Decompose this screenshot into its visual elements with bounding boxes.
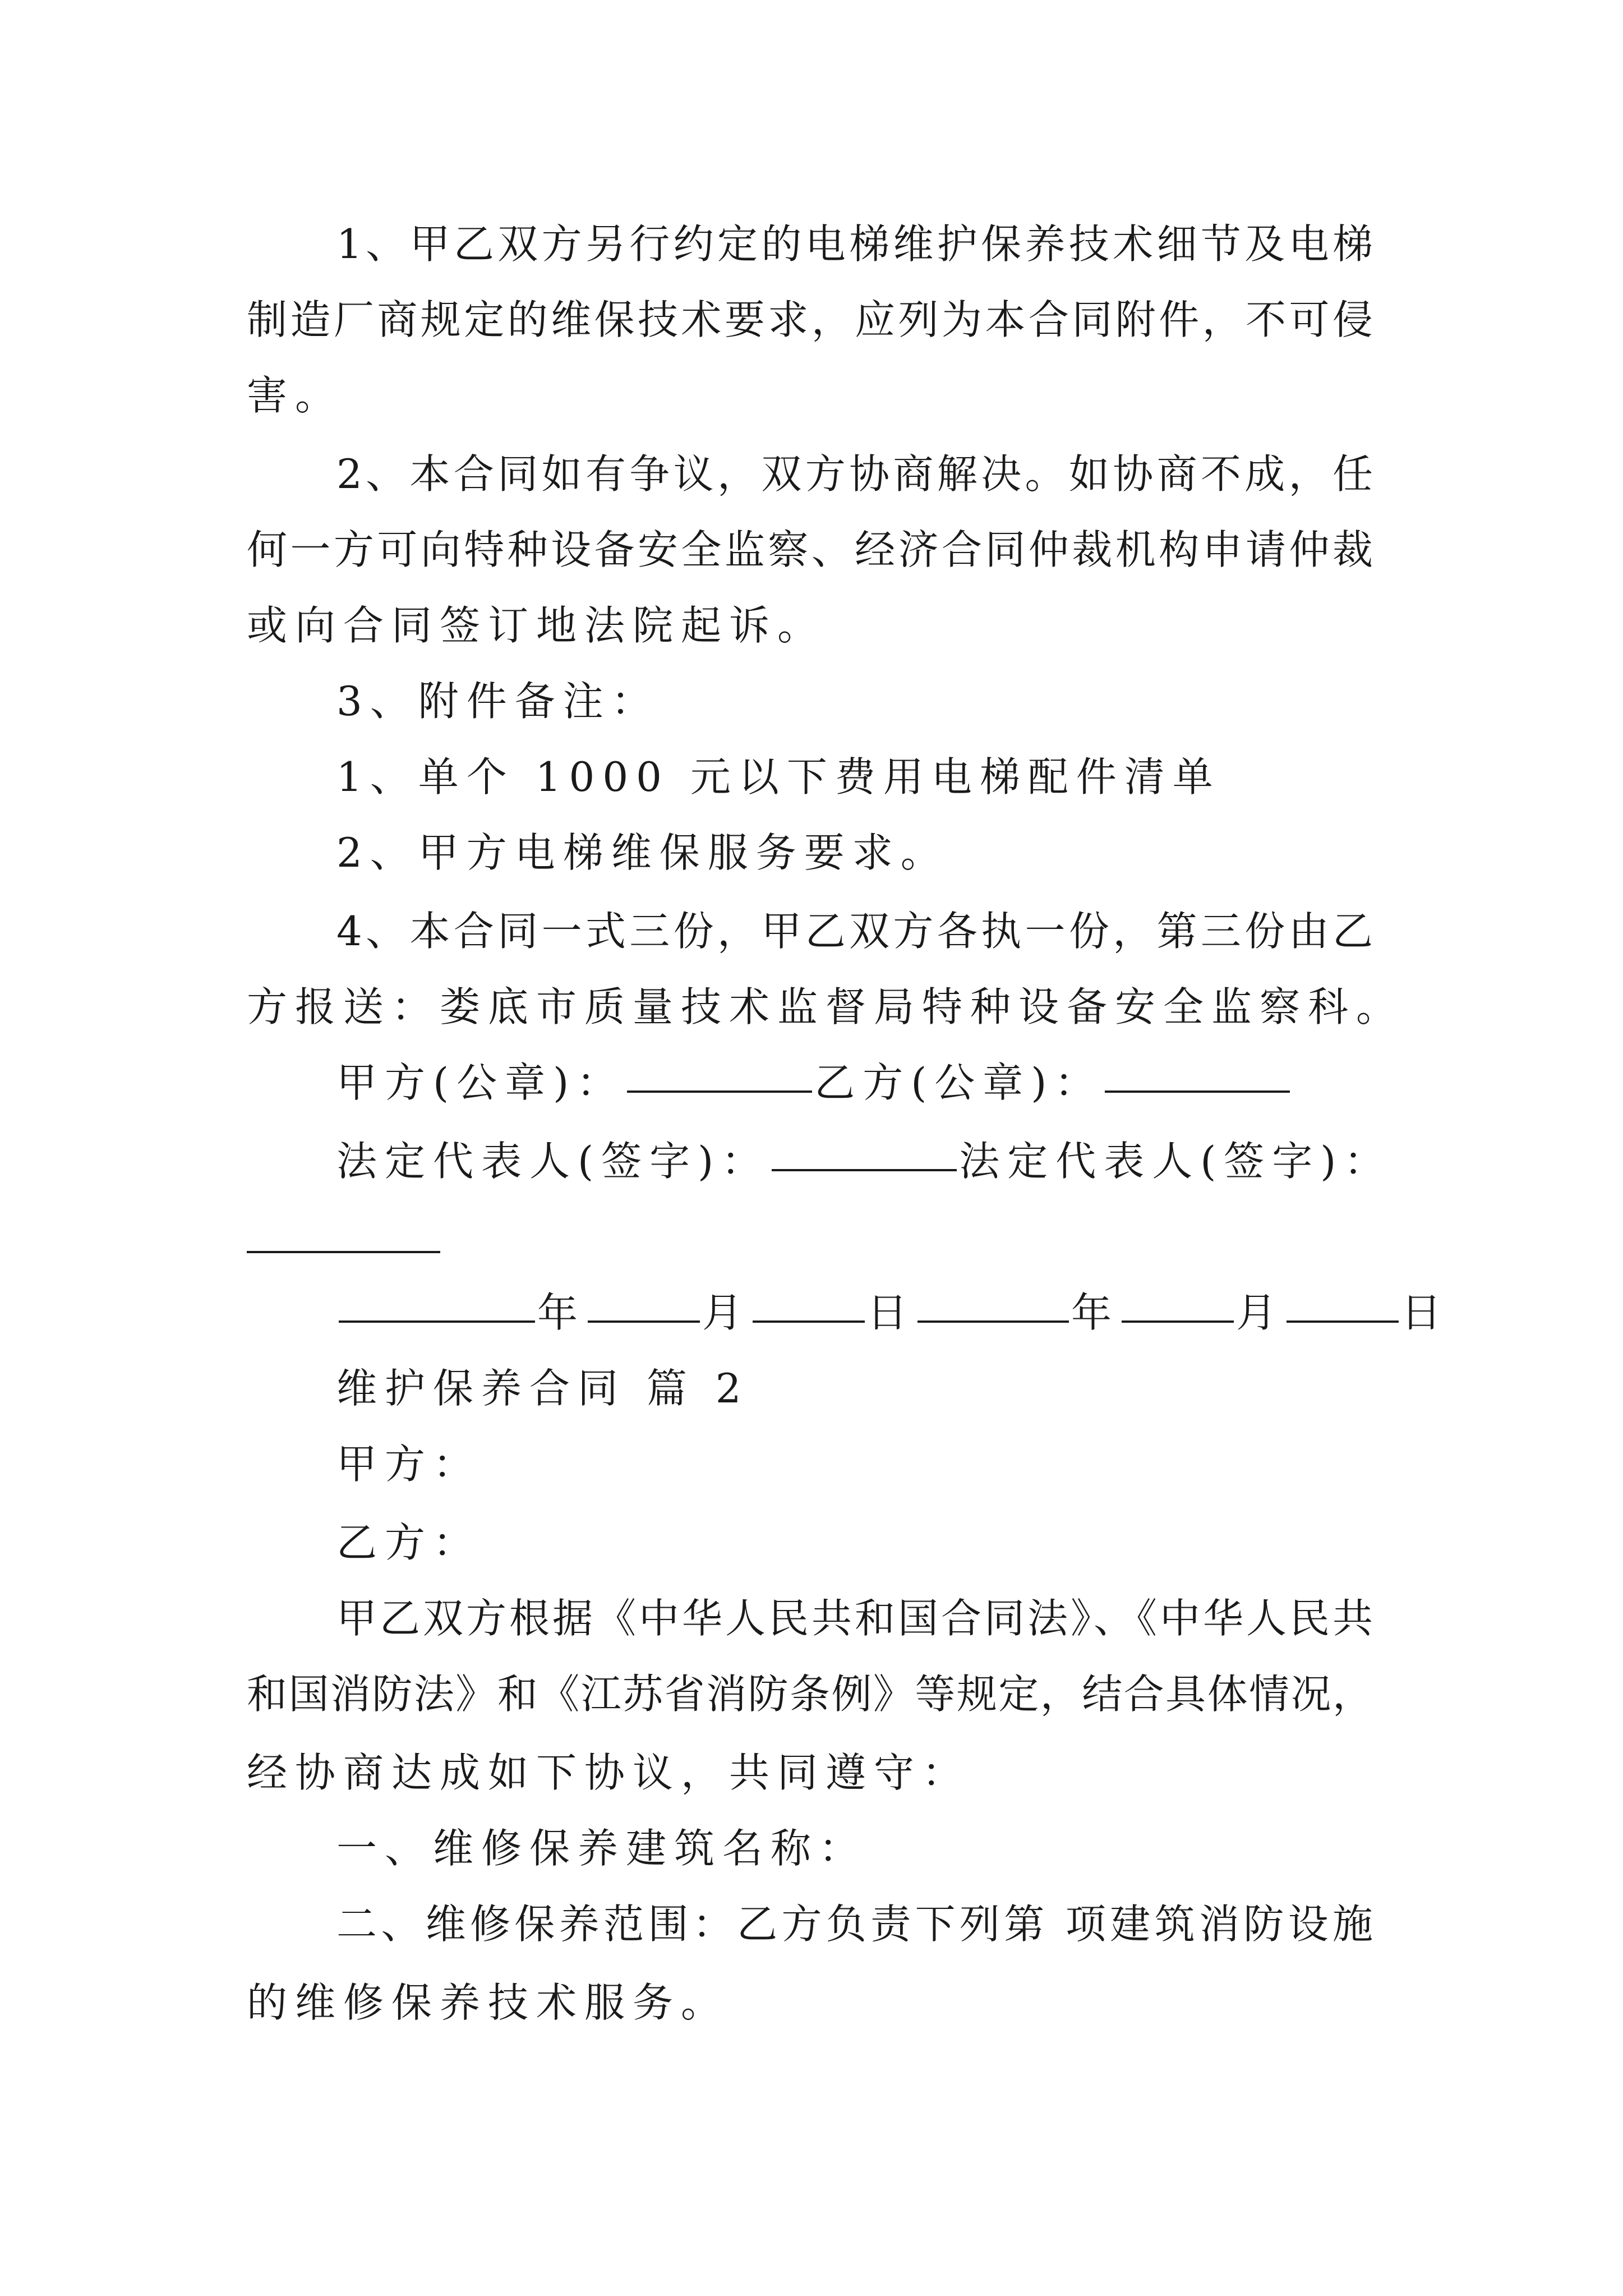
clause-4-line-2: 方报送：娄底市质量技术监督局特种设备安全监察科。 bbox=[247, 983, 1405, 1030]
rep-a-blank bbox=[772, 1122, 957, 1171]
paragraph-line bbox=[0, 280, 1623, 359]
intro-line-1: 甲乙双方根据《中华人民共和国合同法》、《中华人民共 bbox=[336, 1595, 1373, 1642]
clause-2-line-2: 何一方可向特种设备安全监察、经济合同仲裁机构申请仲裁 bbox=[247, 526, 1373, 573]
month-a-blank bbox=[588, 1273, 700, 1323]
day-a-label: 日 bbox=[867, 1289, 916, 1336]
rep-b-label: 法定代表人(签字)： bbox=[959, 1138, 1393, 1185]
month-b-blank bbox=[1122, 1273, 1234, 1323]
paragraph-line bbox=[0, 205, 1623, 283]
year-b-blank bbox=[917, 1273, 1069, 1323]
month-a-label: 月 bbox=[702, 1289, 751, 1336]
day-b-blank bbox=[1287, 1273, 1399, 1323]
intro-line-2: 和国消防法》和《江苏省消防条例》等规定，结合具体情况， bbox=[247, 1671, 1373, 1718]
clause-1-line-1: 1、甲乙双方另行约定的电梯维护保养技术细节及电梯 bbox=[336, 220, 1373, 268]
clause-3-title: 3、附件备注： bbox=[336, 678, 660, 725]
intro-line-3: 经协商达成如下协议，共同遵守： bbox=[247, 1749, 971, 1796]
clause-2-line-1: 2、本合同如有争议，双方协商解决。如协商不成，任 bbox=[336, 450, 1373, 498]
date-line bbox=[0, 1273, 1623, 1352]
section-1: 一、维修保养建筑名称： bbox=[336, 1825, 868, 1872]
clause-1-line-3: 害。 bbox=[247, 372, 344, 419]
seal-line bbox=[0, 1043, 1623, 1122]
day-a-blank bbox=[753, 1273, 865, 1323]
rep-b-blank bbox=[247, 1251, 440, 1253]
month-b-label: 月 bbox=[1236, 1289, 1285, 1336]
paragraph-line bbox=[0, 1579, 1623, 1658]
paragraph-line bbox=[0, 892, 1623, 970]
clause-4-line-1: 4、本合同一式三份，甲乙双方各执一份，第三份由乙 bbox=[336, 908, 1373, 955]
rep-a-label: 法定代表人(签字)： bbox=[336, 1138, 770, 1185]
attachment-item-2: 2、甲方电梯维保服务要求。 bbox=[336, 829, 949, 876]
party-b-seal-label: 乙方(公章)： bbox=[814, 1059, 1103, 1106]
party-a-seal-label: 甲方(公章)： bbox=[336, 1059, 625, 1106]
paragraph-line bbox=[0, 435, 1623, 513]
contract-2-title: 维护保养合同 篇 2 bbox=[336, 1365, 749, 1412]
year-a-label: 年 bbox=[537, 1289, 586, 1336]
paragraph-line bbox=[0, 1655, 1623, 1733]
year-a-blank bbox=[339, 1273, 535, 1323]
representative-line bbox=[0, 1122, 1623, 1200]
section-2-line-1: 二、维修保养范围：乙方负责下列第 项建筑消防设施 bbox=[336, 1901, 1373, 1948]
paragraph-line bbox=[0, 510, 1623, 589]
party-a-seal-blank bbox=[627, 1043, 812, 1093]
contract-2-party-b: 乙方： bbox=[336, 1519, 482, 1566]
year-b-label: 年 bbox=[1071, 1289, 1120, 1336]
attachment-item-1: 1、单个 1000 元以下费用电梯配件清单 bbox=[336, 753, 1221, 800]
contract-2-party-a: 甲方： bbox=[336, 1441, 482, 1488]
clause-1-line-2: 制造厂商规定的维保技术要求，应列为本合同附件，不可侵 bbox=[247, 296, 1373, 343]
day-b-label: 日 bbox=[1401, 1289, 1450, 1336]
clause-2-line-3: 或向合同签订地法院起诉。 bbox=[247, 602, 826, 649]
party-b-seal-blank bbox=[1105, 1043, 1290, 1093]
paragraph-line bbox=[0, 1885, 1623, 1963]
section-2-line-2: 的维修保养技术服务。 bbox=[247, 1979, 730, 2026]
